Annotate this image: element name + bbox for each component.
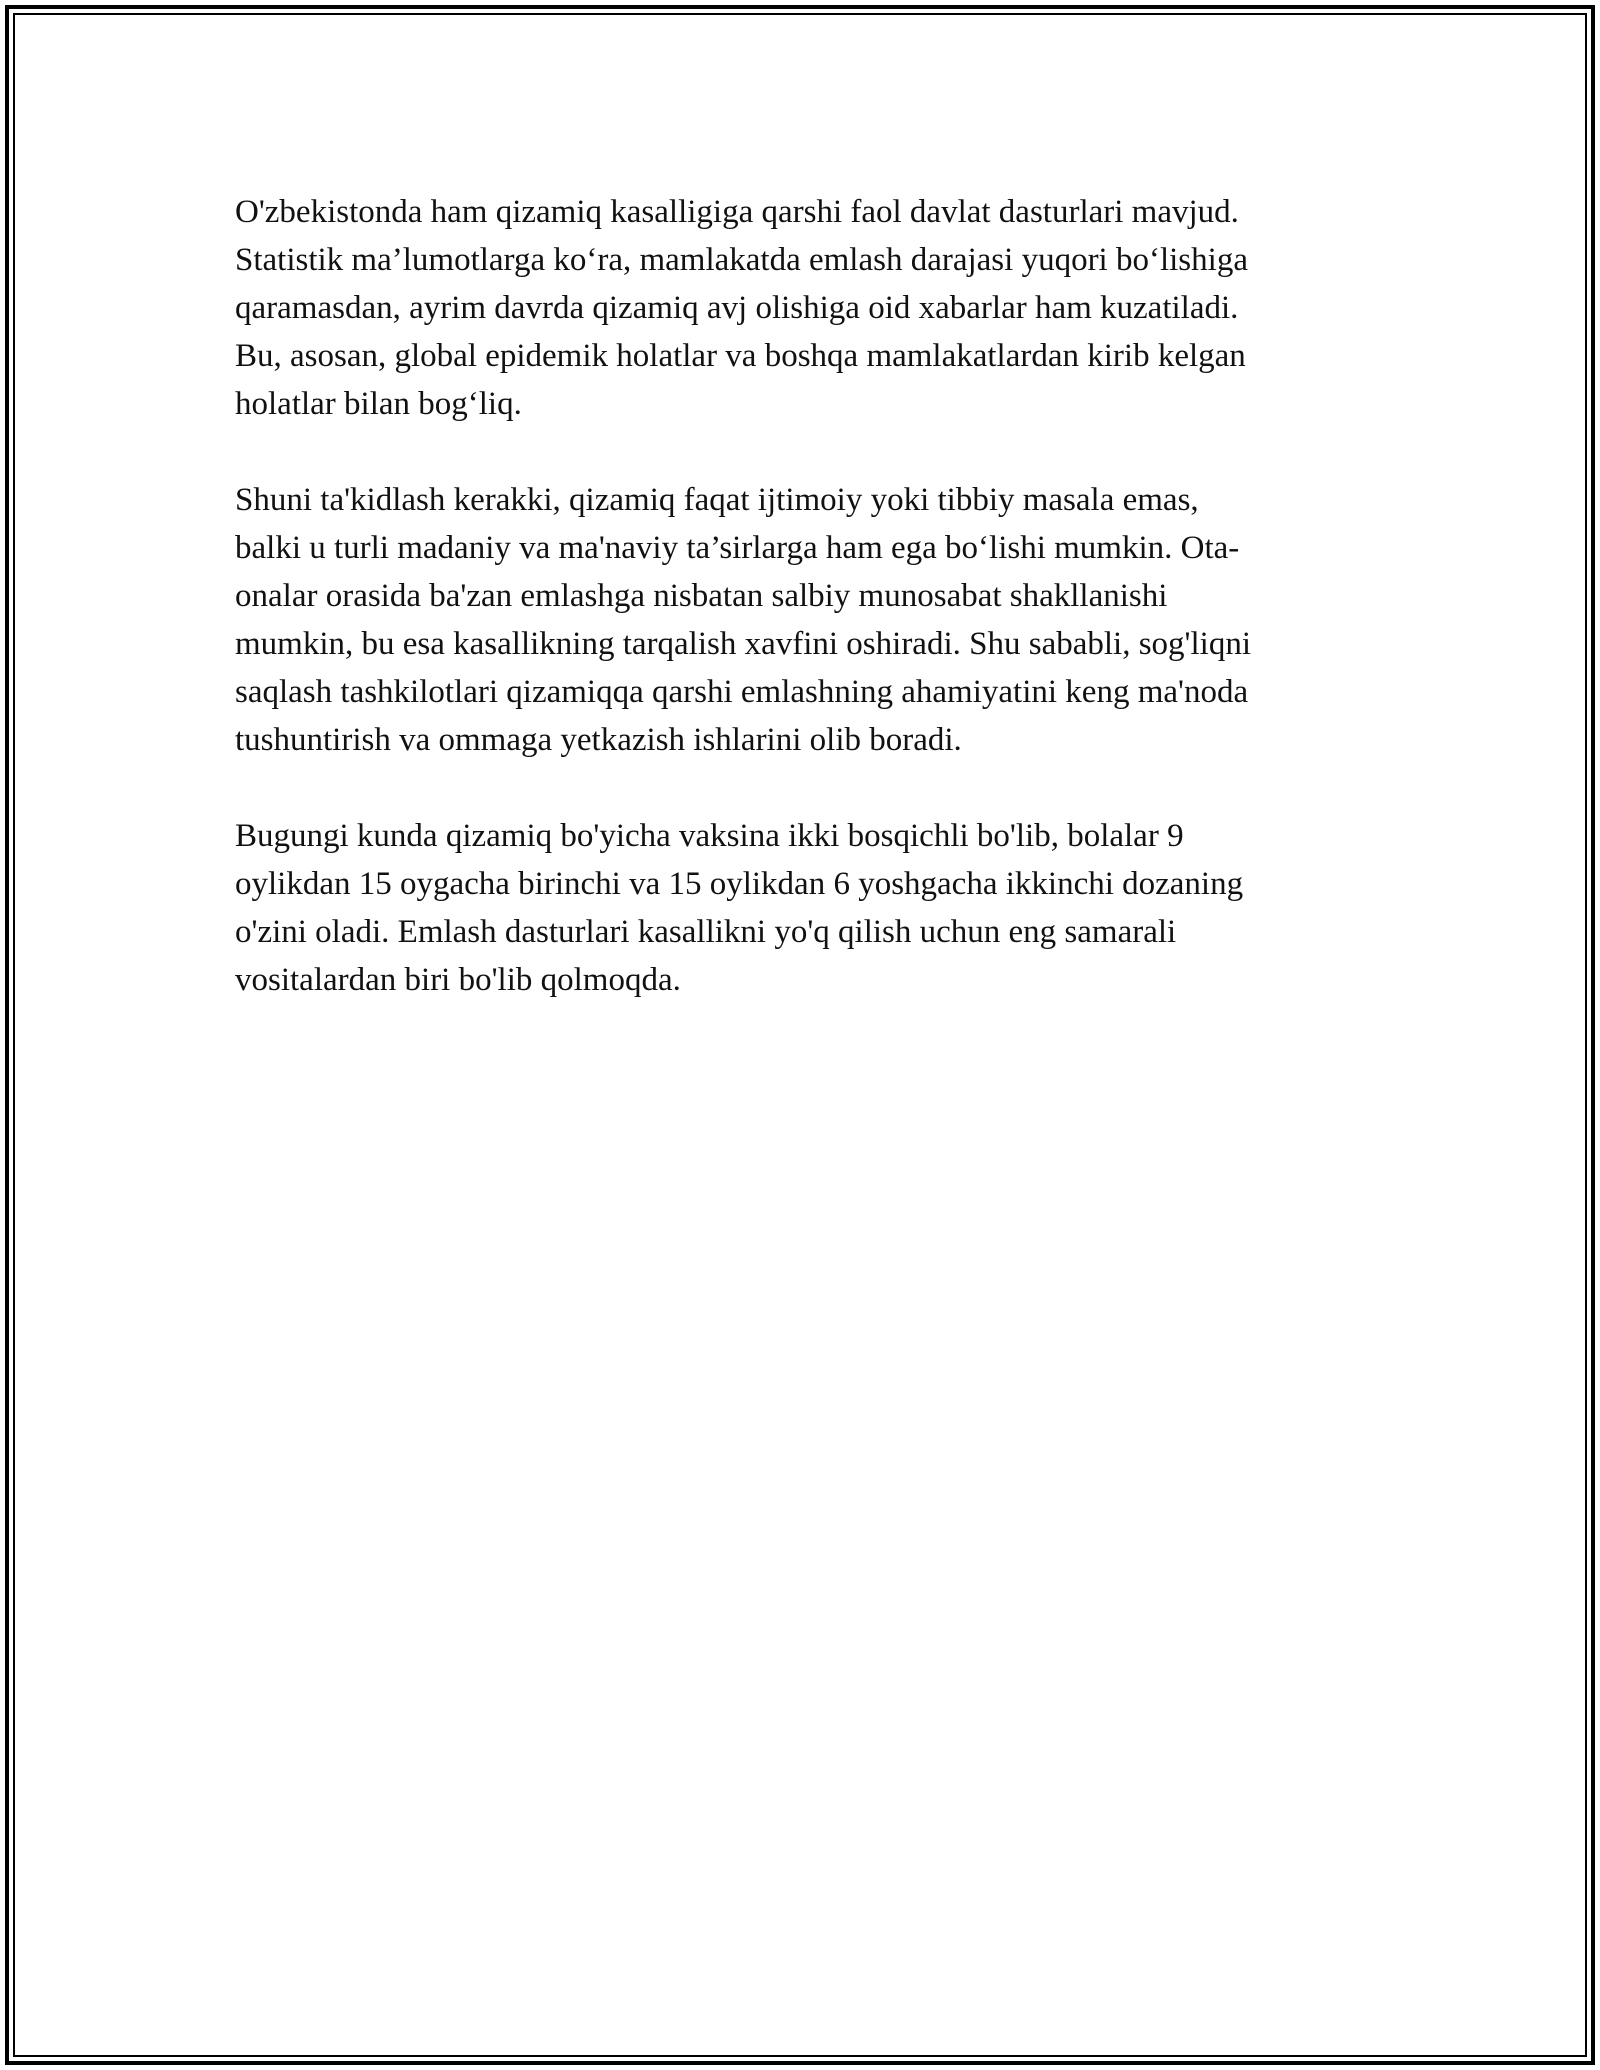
paragraph-vaccine-schedule: Bugungi kunda qizamiq bo'yicha vaksina ikki bosqichli bo'lib, bolalar 9 oylikdan 15 oygacha birinchi va 15 oylikdan 6 yoshgacha ikkinchi dozaning o'zini oladi. Emlash dasturlari kasallikni yo'q qilish uchun eng samarali vositalardan biri bo'lib qolmoqda. [235,818,1244,998]
paragraph-vaccination-programs: O'zbekistonda ham qizamiq kasalligiga qarshi faol davlat dasturlari mavjud. Statistik ma’lumotlarga ko‘ra, mamlakatda emlash darajasi yuqori bo‘lishiga qaramasdan, ayrim davrda qizamiq avj olishiga oid xabarlar ham kuzatiladi. Bu, asosan, global epidemik holatlar va boshqa mamlakatlardan kirib kelgan holatlar bilan bog‘liq. [235,194,1248,422]
document-body [235,188,1365,1052]
paragraph-social-cultural-factors: Shuni ta'kidlash kerakki, qizamiq faqat ijtimoiy yoki tibbiy masala emas, balki u turli madaniy va ma'naviy ta’sirlarga ham ega bo‘lishi mumkin. Ota- onalar orasida ba'zan emlashga nisbatan salbiy munosabat shakllanishi mumkin, bu esa kasallikning tarqalish xavfini oshiradi. Shu sababli, sog'liqni saqlash tashkilotlari qizamiqqa qarshi emlashning ahamiyatini keng ma'noda tushuntirish va ommaga yetkazish ishlarini olib boradi. [235,482,1251,758]
